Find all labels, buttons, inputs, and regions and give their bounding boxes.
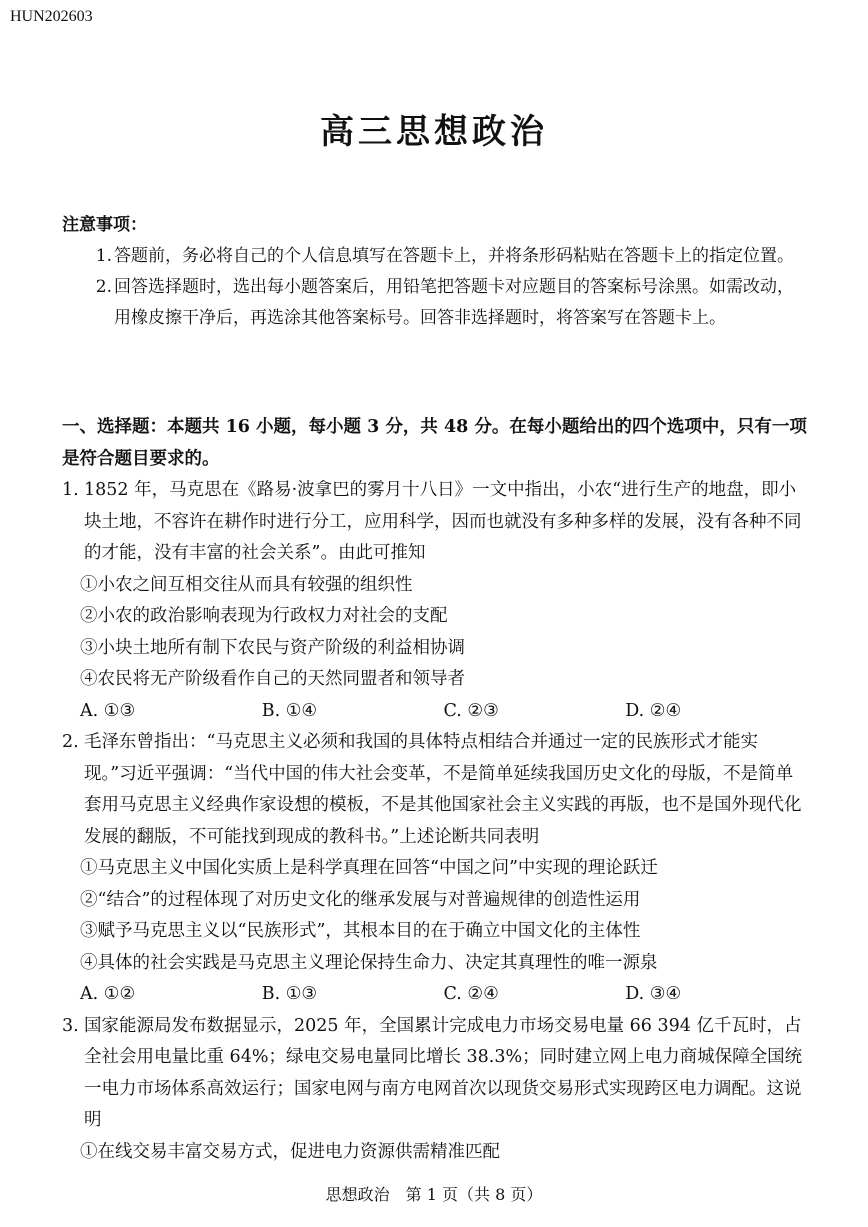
question-stem: 国家能源局发布数据显示，2025 年，全国累计完成电力市场交易电量 66 394 亿千瓦时，占全社会用电量比重 64%；绿电交易电量同比增长 38.3%；同时建立网上电力商城保障全国统一电力市场体系高效运行；国家电网与南方电网首次以现货交易形式实现跨区电力调配。这说明 [84, 1015, 803, 1130]
statement: ②“结合”的过程体现了对历史文化的继承发展与对普遍规律的创造性运用 [80, 889, 641, 910]
notice-heading: 注意事项： [62, 215, 147, 235]
statement: ③小块土地所有制下农民与资产阶级的利益相协调 [80, 637, 465, 658]
option-d: D. ③④ [625, 984, 682, 1004]
statement: ④农民将无产阶级看作自己的天然同盟者和领导者 [80, 669, 465, 689]
question-stem: 1852 年，马克思在《路易·波拿巴的雾月十八日》一文中指出，小农“进行生产的地盘，即小块土地，不容许在耕作时进行分工，应用科学，因而也就没有多种多样的发展，没有各种不同的才能，没有丰富的社会关系”。由此可推知 [84, 480, 802, 563]
option-d: D. ②④ [625, 700, 682, 721]
page-title: 高三思想政治 [320, 112, 548, 152]
option-a: A. ①③ [80, 700, 136, 721]
question-1 [62, 475, 807, 727]
notice-item-number: 1. [95, 246, 112, 266]
exam-code: HUN202603 [10, 8, 93, 25]
option-b: B. ①④ [261, 700, 318, 721]
question-stem: 毛泽东曾指出：“马克思主义必须和我国的具体特点相结合并通过一定的民族形式才能实现。”习近平强调：“当代中国的伟大社会变革，不是简单延续我国历史文化的母版，不是简单套用马克思主义经典作家设想的模板，不是其他国家社会主义实践的再版，也不是国外现代化发展的翻版，不可能找到现成的教科书。”上述论断共同表明 [84, 732, 802, 847]
options-row [62, 696, 807, 728]
statement: ①小农之间互相交往从而具有较强的组织性 [80, 574, 413, 595]
option-a: A. ①② [80, 984, 136, 1004]
option-c: C. ②④ [443, 984, 499, 1004]
question-2 [62, 727, 807, 1011]
question-3 [62, 1011, 807, 1169]
notice-block [62, 210, 802, 334]
option-b: B. ①③ [261, 984, 318, 1004]
notice-item-text: 答题前，务必将自己的个人信息填写在答题卡上，并将条形码粘贴在答题卡上的指定位置。 [114, 246, 794, 266]
options-row [62, 979, 807, 1011]
question-number: 3. [62, 1015, 79, 1036]
section-heading: 一、选择题：本题共 16 小题，每小题 3 分，共 48 分。在每小题给出的四个选项中，只有一项是符合题目要求的。 [62, 417, 807, 469]
statement: ③赋予马克思主义以“民族形式”，其根本目的在于确立中国文化的主体性 [80, 921, 641, 941]
page-footer: 思想政治 第 1 页（共 8 页） [325, 1185, 543, 1204]
choice-section [62, 412, 807, 1168]
notice-item [62, 272, 802, 334]
notice-item-number: 2. [95, 277, 112, 297]
question-number: 2. [62, 732, 79, 752]
statement: ④具体的社会实践是马克思主义理论保持生命力、决定其真理性的唯一源泉 [80, 952, 658, 973]
statement: ①马克思主义中国化实质上是科学真理在回答“中国之问”中实现的理论跃迁 [80, 858, 658, 878]
notice-item-text: 回答选择题时，选出每小题答案后，用铅笔把答题卡对应题目的答案标号涂黑。如需改动，用橡皮擦干净后，再选涂其他答案标号。回答非选择题时，将答案写在答题卡上。 [114, 277, 794, 328]
option-c: C. ②③ [443, 700, 499, 721]
statement: ①在线交易丰富交易方式，促进电力资源供需精准匹配 [80, 1141, 500, 1162]
statement: ②小农的政治影响表现为行政权力对社会的支配 [80, 606, 448, 626]
question-number: 1. [62, 480, 79, 500]
notice-item [62, 241, 802, 272]
